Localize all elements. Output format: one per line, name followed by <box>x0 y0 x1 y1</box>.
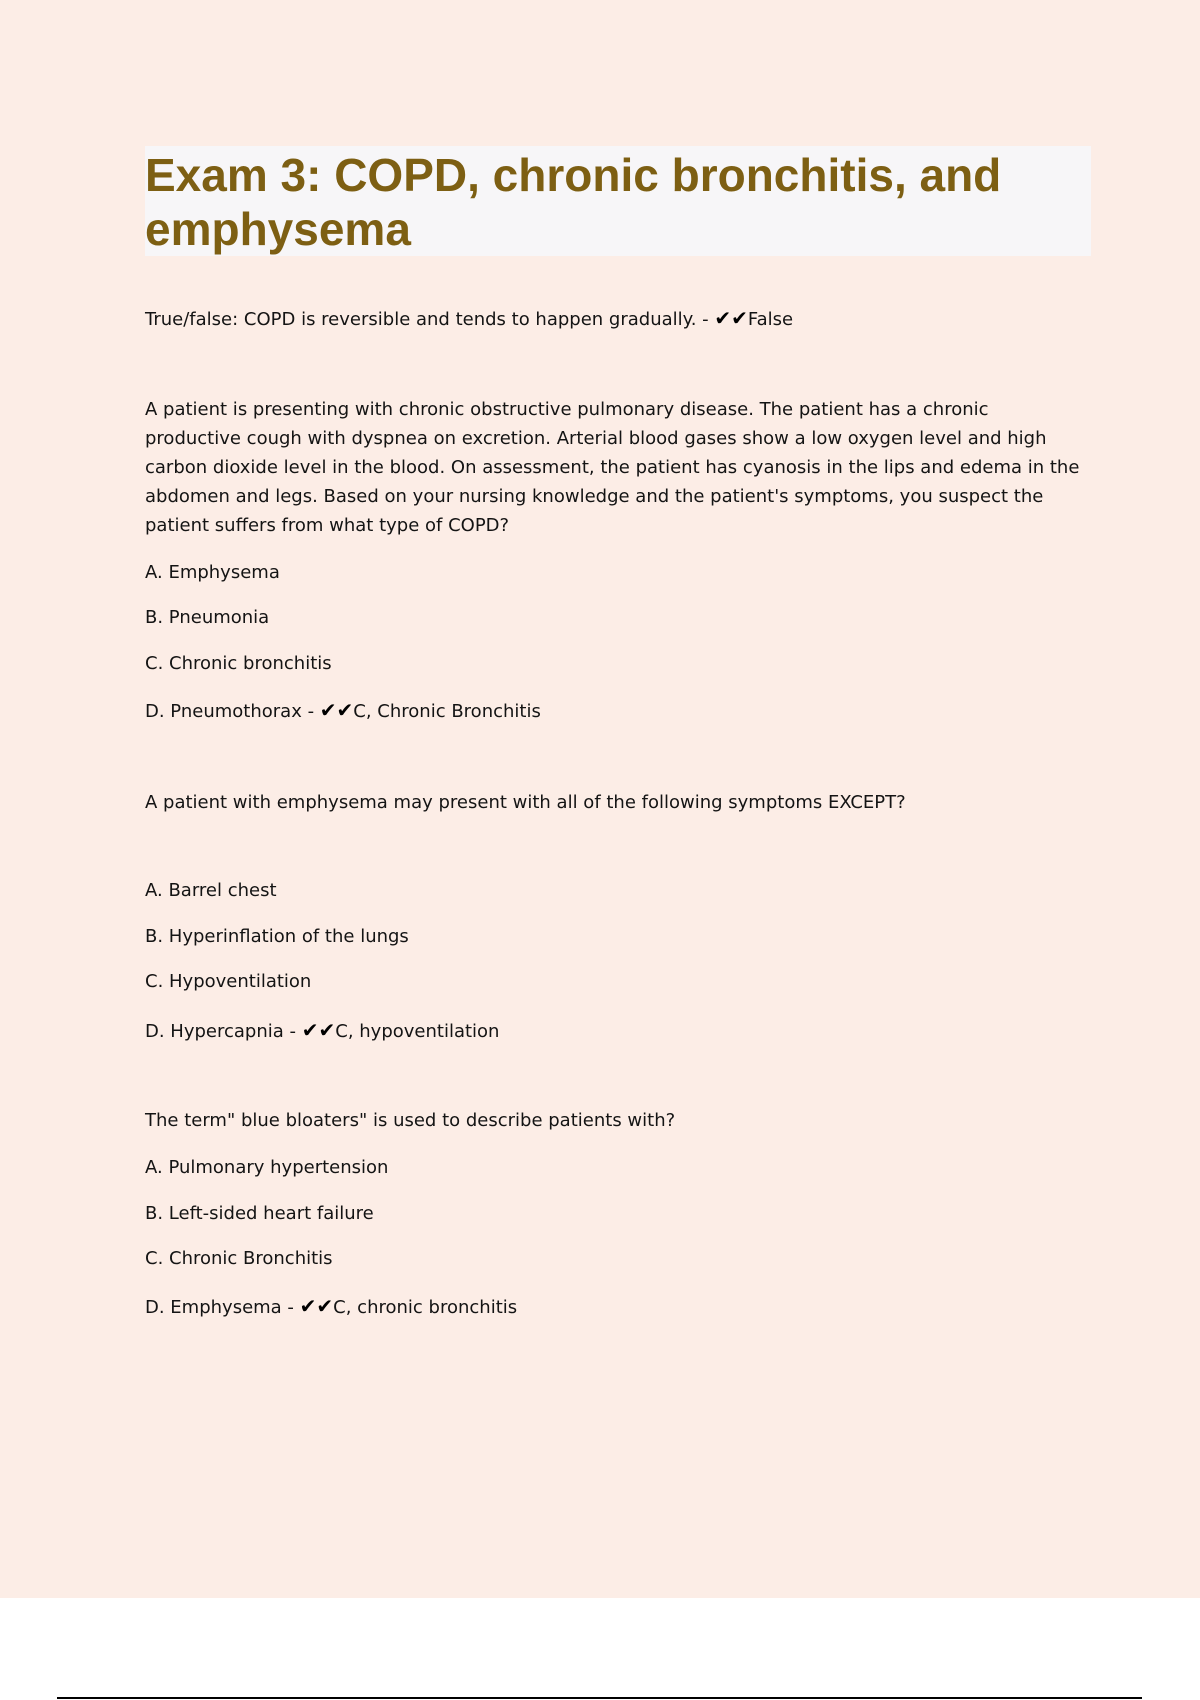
double-check-icon: ✔✔ <box>319 698 354 722</box>
footer-divider <box>57 1697 1142 1699</box>
double-check-icon: ✔✔ <box>301 1018 336 1042</box>
question-2-stem: A patient is presenting with chronic obstructive pulmonary disease. The patient has a chronic productive cough with dyspnea on excretion. Arterial blood gases show a low oxygen level and high carbon dioxide level in the blood. On assessment, the patient has cyanosis in the lips and edema in the abdomen and legs. Based on your nursing knowledge and the patient's symptoms, you suspect the patient suffers from what type of COPD? <box>145 399 1080 536</box>
question-3-stem: A patient with emphysema may present with all of the following symptoms EXCEPT? <box>145 792 906 813</box>
question-4-option-d-label: D. Emphysema - <box>145 1297 300 1318</box>
question-4-answer: C, chronic bronchitis <box>333 1297 518 1318</box>
question-1-answer: False <box>747 309 794 330</box>
question-4-option-a: A. Pulmonary hypertension <box>145 1157 389 1178</box>
double-check-icon: ✔✔ <box>714 306 748 330</box>
question-2-option-d-label: D. Pneumothorax - <box>145 701 320 722</box>
question-4-option-c: C. Chronic Bronchitis <box>145 1248 333 1269</box>
question-2-option-c: C. Chronic bronchitis <box>145 653 332 674</box>
question-2-option-a: A. Emphysema <box>145 562 280 583</box>
question-2-option-d <box>145 700 541 722</box>
question-1 <box>145 308 793 330</box>
question-3-option-c: C. Hypoventilation <box>145 971 312 992</box>
double-check-icon: ✔✔ <box>299 1294 334 1318</box>
question-2-answer: C, Chronic Bronchitis <box>353 701 541 722</box>
question-3-option-d <box>145 1020 499 1042</box>
question-4-stem: The term" blue bloaters" is used to describe patients with? <box>145 1110 676 1131</box>
question-3-option-d-label: D. Hypercapnia - <box>145 1021 302 1042</box>
page-title: Exam 3: COPD, chronic bronchitis, and emphysema <box>145 149 1002 255</box>
question-3-option-b: B. Hyperinflation of the lungs <box>145 926 409 947</box>
question-3-answer: C, hypoventilation <box>335 1021 500 1042</box>
question-4-option-d <box>145 1296 517 1318</box>
question-3-option-a: A. Barrel chest <box>145 880 277 901</box>
question-4-option-b: B. Left-sided heart failure <box>145 1203 374 1224</box>
question-2-option-b: B. Pneumonia <box>145 607 270 628</box>
question-1-text: True/false: COPD is reversible and tends to happen gradually. - <box>145 309 715 330</box>
